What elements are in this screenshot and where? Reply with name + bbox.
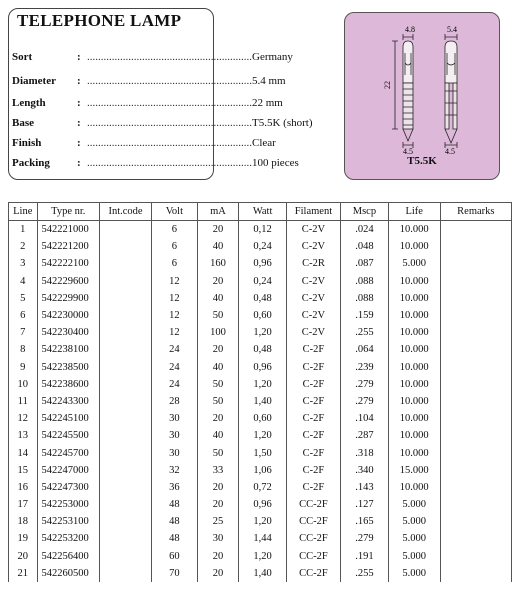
table-cell: 0,12 [239, 221, 287, 239]
table-row [9, 255, 512, 272]
table-cell: 542247000 [37, 462, 99, 479]
table-cell [100, 479, 152, 496]
table-row [9, 376, 512, 393]
table-cell: 10.000 [388, 238, 440, 255]
table-cell: 15.000 [388, 462, 440, 479]
table-cell: 542229900 [37, 290, 99, 307]
table-cell: 15 [9, 462, 38, 479]
table-cell: 28 [152, 393, 198, 410]
table-cell: 0,48 [239, 341, 287, 358]
column-header: mA [197, 203, 239, 221]
table-cell: 10.000 [388, 273, 440, 290]
table-cell: 6 [152, 255, 198, 272]
leader-dots: ............................................................ [87, 51, 252, 63]
spec-label: Sort [12, 51, 33, 63]
table-header-row [9, 203, 512, 221]
table-cell: .088 [341, 273, 389, 290]
table-cell: C-2F [286, 462, 340, 479]
table-cell: CC-2F [286, 496, 340, 513]
table-row [9, 221, 512, 239]
table-cell: .287 [341, 427, 389, 444]
table-cell: 30 [152, 410, 198, 427]
table-cell: CC-2F [286, 548, 340, 565]
table-cell: 1,40 [239, 565, 287, 582]
table-cell: 40 [197, 427, 239, 444]
table-cell [100, 221, 152, 239]
table-cell: C-2F [286, 479, 340, 496]
table-cell: CC-2F [286, 513, 340, 530]
spec-label: Length [12, 97, 46, 109]
table-row [9, 307, 512, 324]
table-cell: .143 [341, 479, 389, 496]
table-cell: 542253100 [37, 513, 99, 530]
table-cell: 1,40 [239, 393, 287, 410]
table-cell: 10.000 [388, 410, 440, 427]
table-cell: 5.000 [388, 548, 440, 565]
column-header: Volt [152, 203, 198, 221]
table-cell: C-2V [286, 307, 340, 324]
table-cell: 1,50 [239, 444, 287, 461]
table-cell: 5.000 [388, 565, 440, 582]
table-cell: 20 [197, 496, 239, 513]
table-cell [100, 359, 152, 376]
table-cell: .104 [341, 410, 389, 427]
leader-dots: ............................................................ [87, 157, 252, 169]
table-cell [100, 462, 152, 479]
spec-row [9, 117, 313, 135]
table-cell: 40 [197, 359, 239, 376]
table-cell [100, 255, 152, 272]
table-cell: 30 [197, 530, 239, 547]
column-header: Int.code [100, 203, 152, 221]
table-cell: 30 [152, 444, 198, 461]
table-row [9, 290, 512, 307]
table-cell: 12 [9, 410, 38, 427]
dim-top-left: 4.8 [405, 25, 415, 34]
table-cell: 12 [152, 273, 198, 290]
table-cell: 30 [152, 427, 198, 444]
table-cell: 20 [197, 273, 239, 290]
spec-value: 100 pieces [252, 157, 299, 169]
spec-row [9, 157, 299, 175]
table-cell [100, 290, 152, 307]
table-cell: 8 [9, 341, 38, 358]
table-cell: 24 [152, 376, 198, 393]
table-cell: 70 [152, 565, 198, 582]
table-cell: 0,48 [239, 290, 287, 307]
dim-bottom-left: 4.5 [403, 147, 413, 156]
table-cell [100, 307, 152, 324]
table-cell [440, 238, 511, 255]
spec-colon: : [77, 75, 81, 87]
table-cell: 542245500 [37, 427, 99, 444]
column-header: Life [388, 203, 440, 221]
table-cell: 10.000 [388, 290, 440, 307]
spec-panel [8, 8, 313, 180]
table-cell [100, 324, 152, 341]
table-cell: C-2F [286, 359, 340, 376]
leader-dots: ............................................................ [87, 75, 252, 87]
table-cell [100, 548, 152, 565]
table-cell: CC-2F [286, 565, 340, 582]
spec-value-wrap [87, 117, 313, 129]
spec-value-wrap [87, 157, 299, 169]
table-cell: 12 [152, 307, 198, 324]
table-cell [100, 393, 152, 410]
table-cell [440, 290, 511, 307]
table-cell: 60 [152, 548, 198, 565]
table-cell [100, 513, 152, 530]
leader-dots: ............................................................ [87, 137, 252, 149]
table-cell [440, 410, 511, 427]
table-body [9, 221, 512, 582]
table-cell: 24 [152, 359, 198, 376]
table-cell: 0,96 [239, 255, 287, 272]
table-cell [440, 376, 511, 393]
table-cell: 50 [197, 307, 239, 324]
table-cell: 17 [9, 496, 38, 513]
table-cell: 2 [9, 238, 38, 255]
table-cell: 20 [197, 410, 239, 427]
table-cell: .087 [341, 255, 389, 272]
table-cell: 1,20 [239, 324, 287, 341]
table-cell: C-2V [286, 238, 340, 255]
table-cell: 5.000 [388, 255, 440, 272]
table-cell [440, 444, 511, 461]
spec-value: 5.4 mm [252, 75, 286, 87]
table-cell: .159 [341, 307, 389, 324]
table-cell: 6 [152, 221, 198, 239]
table-row [9, 565, 512, 582]
table-cell: 10.000 [388, 359, 440, 376]
table-cell: 1,20 [239, 548, 287, 565]
table-cell [100, 410, 152, 427]
spec-value-wrap [87, 137, 276, 149]
table-cell: 10.000 [388, 479, 440, 496]
table-cell: 542256400 [37, 548, 99, 565]
table-row [9, 462, 512, 479]
table-cell: 542247300 [37, 479, 99, 496]
table-cell: 24 [152, 341, 198, 358]
table-cell: 542245700 [37, 444, 99, 461]
table-cell [100, 496, 152, 513]
table-cell: CC-2F [286, 530, 340, 547]
table-cell: .165 [341, 513, 389, 530]
table-cell: 40 [197, 238, 239, 255]
table-row [9, 548, 512, 565]
table-cell: 542229600 [37, 273, 99, 290]
spec-colon: : [77, 51, 81, 63]
diagram-label: T5.5K [407, 155, 437, 167]
table-row [9, 324, 512, 341]
table-cell [440, 462, 511, 479]
table-cell: 542221200 [37, 238, 99, 255]
spec-row [9, 137, 276, 155]
table-cell [440, 496, 511, 513]
table-cell: 13 [9, 427, 38, 444]
table-cell: 4 [9, 273, 38, 290]
table-cell: C-2F [286, 393, 340, 410]
spec-row [9, 97, 283, 115]
table-cell: 6 [9, 307, 38, 324]
table-cell: C-2F [286, 376, 340, 393]
table-cell [440, 513, 511, 530]
spec-label: Diameter [12, 75, 56, 87]
table-cell: 542243300 [37, 393, 99, 410]
table-cell: .239 [341, 359, 389, 376]
table-cell: 5.000 [388, 530, 440, 547]
table-cell [440, 479, 511, 496]
table-cell: 9 [9, 359, 38, 376]
table-cell: 10.000 [388, 307, 440, 324]
table-cell: 6 [152, 238, 198, 255]
spec-label: Finish [12, 137, 42, 149]
spec-value: 22 mm [252, 97, 283, 109]
table-cell: 5 [9, 290, 38, 307]
table-cell: .340 [341, 462, 389, 479]
table-cell [100, 341, 152, 358]
table-row [9, 530, 512, 547]
table-row [9, 273, 512, 290]
table-cell: 11 [9, 393, 38, 410]
lamp-diagram [344, 12, 500, 180]
table-cell: 48 [152, 496, 198, 513]
spec-value: T5.5K (short) [252, 117, 313, 129]
table-cell: .318 [341, 444, 389, 461]
lamp-table [8, 202, 512, 582]
table-cell: 12 [152, 290, 198, 307]
dim-side: 22 [383, 81, 392, 89]
spec-value: Clear [252, 137, 276, 149]
spec-label: Packing [12, 157, 50, 169]
table-row [9, 393, 512, 410]
table-cell: 1,20 [239, 513, 287, 530]
spec-colon: : [77, 117, 81, 129]
table-cell: 36 [152, 479, 198, 496]
table-cell: 50 [197, 393, 239, 410]
table-cell [100, 565, 152, 582]
table-cell: 20 [197, 221, 239, 239]
table-cell: 542238600 [37, 376, 99, 393]
column-header: Type nr. [37, 203, 99, 221]
table-cell: 542230400 [37, 324, 99, 341]
table-cell: 48 [152, 513, 198, 530]
table-cell: 20 [197, 479, 239, 496]
table-cell: 16 [9, 479, 38, 496]
table-row [9, 444, 512, 461]
table-cell: .255 [341, 324, 389, 341]
table-cell: 0,96 [239, 359, 287, 376]
table-cell: 542230000 [37, 307, 99, 324]
leader-dots: ............................................................ [87, 117, 252, 129]
table-cell: C-2V [286, 324, 340, 341]
table-cell: .279 [341, 393, 389, 410]
table-cell: 50 [197, 444, 239, 461]
table-cell [100, 427, 152, 444]
table-cell: .048 [341, 238, 389, 255]
spec-colon: : [77, 97, 81, 109]
table-cell: C-2F [286, 427, 340, 444]
table-row [9, 410, 512, 427]
table-row [9, 513, 512, 530]
table-cell [440, 359, 511, 376]
table-cell: 48 [152, 530, 198, 547]
table-cell [100, 376, 152, 393]
spec-value-wrap [87, 97, 283, 109]
table-cell: C-2R [286, 255, 340, 272]
table-cell: 20 [9, 548, 38, 565]
spec-row [9, 75, 286, 93]
table-cell: .088 [341, 290, 389, 307]
table-cell [440, 221, 511, 239]
spec-value-wrap [87, 75, 286, 87]
table-cell: 20 [197, 341, 239, 358]
table-cell: 5.000 [388, 496, 440, 513]
table-cell [440, 565, 511, 582]
table-cell: 3 [9, 255, 38, 272]
table-cell: 0,60 [239, 307, 287, 324]
table-cell: 0,96 [239, 496, 287, 513]
page-title: TELEPHONE LAMP [17, 11, 182, 30]
table-row [9, 359, 512, 376]
table-cell [440, 548, 511, 565]
table-cell: 10.000 [388, 324, 440, 341]
table-row [9, 427, 512, 444]
table-cell: 10.000 [388, 444, 440, 461]
table-cell: 1,44 [239, 530, 287, 547]
table-cell: 14 [9, 444, 38, 461]
table-cell: C-2V [286, 221, 340, 239]
dim-bottom-right: 4.5 [445, 147, 455, 156]
table-cell [440, 393, 511, 410]
table-cell: 10.000 [388, 341, 440, 358]
table-cell: 10.000 [388, 427, 440, 444]
table-cell: 542221000 [37, 221, 99, 239]
column-header: Mscp [341, 203, 389, 221]
column-header: Line [9, 203, 38, 221]
table-cell: .024 [341, 221, 389, 239]
table-cell: 40 [197, 290, 239, 307]
table-cell: 1 [9, 221, 38, 239]
leader-dots: ............................................................ [87, 97, 252, 109]
table-cell: 542222100 [37, 255, 99, 272]
table-cell: 10.000 [388, 221, 440, 239]
table-cell: .255 [341, 565, 389, 582]
table-row [9, 496, 512, 513]
table-cell: 0,72 [239, 479, 287, 496]
table-cell: 32 [152, 462, 198, 479]
table-cell: C-2F [286, 341, 340, 358]
table-row [9, 479, 512, 496]
table-cell: C-2V [286, 273, 340, 290]
table-cell [440, 255, 511, 272]
table-cell [440, 324, 511, 341]
spec-value-wrap [87, 51, 293, 63]
table-cell: 20 [197, 565, 239, 582]
table-cell: .279 [341, 376, 389, 393]
table-cell: 0,24 [239, 273, 287, 290]
column-header: Watt [239, 203, 287, 221]
table-cell [100, 530, 152, 547]
table-cell: 10.000 [388, 376, 440, 393]
table-cell: 542253200 [37, 530, 99, 547]
table-cell: 33 [197, 462, 239, 479]
table-cell: 542253000 [37, 496, 99, 513]
table-cell: 542238100 [37, 341, 99, 358]
column-header: Filament [286, 203, 340, 221]
table-cell: 7 [9, 324, 38, 341]
spec-colon: : [77, 137, 81, 149]
table-cell [100, 238, 152, 255]
table-cell: 1,20 [239, 376, 287, 393]
table-cell: C-2F [286, 410, 340, 427]
table-cell: 160 [197, 255, 239, 272]
table-cell: 0,24 [239, 238, 287, 255]
table-row [9, 238, 512, 255]
table-cell [440, 341, 511, 358]
table-cell: 20 [197, 548, 239, 565]
table-cell: 0,60 [239, 410, 287, 427]
column-header: Remarks [440, 203, 511, 221]
spec-colon: : [77, 157, 81, 169]
table-cell: 10 [9, 376, 38, 393]
table-cell: 50 [197, 376, 239, 393]
table-cell: 542245100 [37, 410, 99, 427]
table-cell [440, 273, 511, 290]
table-cell: 18 [9, 513, 38, 530]
table-cell: C-2V [286, 290, 340, 307]
spec-row [9, 51, 293, 69]
table-cell: 10.000 [388, 393, 440, 410]
table-cell: 1,20 [239, 427, 287, 444]
table-cell [100, 444, 152, 461]
spec-label: Base [12, 117, 34, 129]
table-row [9, 341, 512, 358]
spec-value: Germany [252, 51, 293, 63]
table-cell: 19 [9, 530, 38, 547]
table-cell: 542238500 [37, 359, 99, 376]
table-cell: 21 [9, 565, 38, 582]
table-cell: 542260500 [37, 565, 99, 582]
table-cell [440, 530, 511, 547]
table-cell [440, 427, 511, 444]
table-cell: 1,06 [239, 462, 287, 479]
table-cell: 12 [152, 324, 198, 341]
table-cell: 5.000 [388, 513, 440, 530]
table-cell: 25 [197, 513, 239, 530]
table-cell: .064 [341, 341, 389, 358]
table-cell: .191 [341, 548, 389, 565]
table-cell [100, 273, 152, 290]
table-cell: C-2F [286, 444, 340, 461]
table-cell [440, 307, 511, 324]
table-cell: .279 [341, 530, 389, 547]
dim-top-right: 5.4 [447, 25, 457, 34]
table-cell: 100 [197, 324, 239, 341]
table-cell: .127 [341, 496, 389, 513]
